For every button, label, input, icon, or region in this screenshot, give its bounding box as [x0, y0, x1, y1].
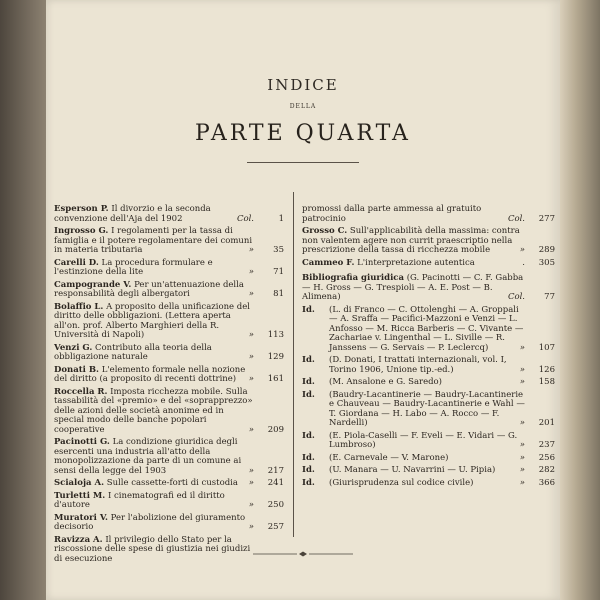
entry-author: Grosso C.: [302, 226, 348, 236]
bibliography-label: Bibliografia giuridica: [302, 273, 404, 283]
page-edge: [560, 0, 600, 600]
entry-page: 209: [267, 424, 284, 435]
entry-page: 71: [273, 267, 284, 277]
entry-marker: »: [519, 377, 525, 387]
left-column: [54, 205, 284, 567]
index-entry: [302, 205, 555, 224]
entry-body: [54, 536, 284, 565]
index-entry: [54, 205, 284, 224]
entry-body: [302, 306, 555, 354]
entry-author: Muratori V.: [54, 512, 108, 523]
entry-page: 282: [538, 465, 555, 475]
bibliography-text: (D. Donati, I trattati internazionali, vol. I, Torino 1906, Unione tip.-ed.): [329, 355, 507, 375]
bibliography-entry: [302, 274, 555, 303]
index-entry: [54, 366, 284, 385]
entry-title: I regolamenti per la tassa di famiglia e il potere regolamentare dei comuni in materia tributaria: [54, 226, 253, 255]
entry-page: 217: [267, 465, 284, 476]
book-spine-shadow: [0, 0, 46, 600]
bibliography-label: Id.: [302, 430, 315, 441]
entry-marker: »: [248, 267, 254, 277]
bibliography-label: Id.: [302, 355, 315, 365]
index-entry: [54, 281, 284, 300]
entry-title: L'elemento formale nella nozione del diritto (a proposito di recenti dottrine): [54, 364, 246, 384]
entry-marker: »: [248, 500, 254, 510]
entry-author: Esperson P.: [54, 204, 109, 214]
entry-marker: »: [519, 452, 525, 463]
entry-body: [302, 479, 555, 489]
entry-author: Roccella R.: [54, 386, 108, 397]
entry-title: La procedura formulare e l'estinzione della lite: [54, 257, 213, 277]
entry-marker: Col.: [236, 213, 254, 224]
entry-title: Per un'attenuazione della responsabilità degli albergatori: [54, 279, 244, 299]
entry-title: I cinematografi ed il diritto d'autore: [54, 490, 225, 510]
entry-marker: »: [248, 245, 254, 255]
bibliography-entry: [302, 378, 555, 388]
entry-page: 1: [278, 213, 284, 224]
entry-page: 81: [273, 289, 284, 299]
bibliography-label: Id.: [302, 452, 315, 463]
bibliography-text: (U. Manara — U. Navarrini — U. Pipia): [329, 465, 496, 475]
bibliography-label: Id.: [302, 477, 315, 488]
entry-page: 77: [544, 292, 555, 302]
entry-page: 257: [267, 522, 284, 532]
column-divider: [293, 192, 294, 537]
entry-marker: .: [522, 257, 525, 268]
index-entry: [54, 227, 284, 256]
entry-marker: »: [248, 465, 254, 476]
entry-title: Il divorzio e la seconda convenzione dell'Aja del 1902: [54, 204, 211, 224]
entry-title: L'interpretazione autentica: [357, 257, 475, 268]
entry-title: A proposito della unificazione del diritto delle obbligazioni. (Lettera aperta all'on. prof. Alberto Marghieri della R. Università di Napoli): [54, 301, 250, 340]
book-page: [46, 0, 560, 600]
entry-author: Carelli D.: [54, 257, 99, 268]
index-entry: [54, 388, 284, 436]
bibliography-label: Id.: [302, 304, 315, 315]
index-entry: [54, 479, 284, 489]
entry-page: 289: [538, 245, 555, 255]
entry-title: Sull'applicabilità della massima: contra non valentem agere non currit praescriptio nella prescrizione della tassa di ricchezza mobile: [302, 226, 520, 255]
entry-title: Sulle cassette-forti di custodia: [106, 478, 238, 488]
entry-page: 256: [538, 452, 555, 463]
bibliography-entry: [302, 306, 555, 354]
entry-page: 277: [538, 213, 555, 224]
entry-author: Ravizza A.: [54, 534, 103, 545]
title-rule: [247, 162, 359, 163]
entry-author: Turletti M.: [54, 490, 106, 501]
entry-author: Cammeo F.: [302, 257, 355, 268]
index-entry: [54, 536, 284, 565]
index-entry: [54, 438, 284, 476]
bibliography-label: Id.: [302, 465, 315, 475]
entry-author: Donati B.: [54, 364, 99, 375]
entry-page: 107: [538, 342, 555, 353]
index-entry: [54, 303, 284, 341]
bibliography-entry: [302, 479, 555, 489]
bibliography-entry: [302, 391, 555, 429]
entry-marker: »: [519, 440, 525, 450]
index-title: INDICE: [267, 76, 339, 94]
entry-title: La condizione giuridica degli esercenti una industria all'atto della monopolizzazione da parte di un comune ai sensi della legge del 1903: [54, 437, 242, 476]
entry-body: [302, 227, 555, 256]
ornament-rule: [253, 551, 353, 557]
entry-body: [302, 356, 555, 375]
entry-title: Imposta ricchezza mobile. Sulla tassabilità del «premio» e del «soprapprezzo» delle azioni delle società anonime ed in special modo delle banche popolari cooperative: [54, 386, 253, 435]
entry-page: 241: [267, 478, 284, 488]
entry-page: 237: [538, 440, 555, 450]
entry-marker: »: [248, 522, 254, 532]
entry-title: Contributo alla teoria della obbligazione naturale: [54, 342, 212, 362]
bibliography-label: Id.: [302, 389, 315, 400]
bibliography-text: (G. Pacinotti — C. F. Gabba — H. Gross — G. Trespioli — A. E. Post — B. Alimena): [302, 273, 524, 302]
entry-author: Bolaffio L.: [54, 301, 104, 312]
entry-page: 129: [267, 352, 284, 362]
entry-page: 366: [538, 477, 555, 488]
entry-page: 35: [273, 245, 284, 255]
entry-marker: »: [248, 424, 254, 435]
entry-marker: »: [519, 465, 525, 475]
bibliography-text: (Baudry-Lacantinerie — Baudry-Lacantinerie e Chauveau — Baudry-Lacantinerie e Wahl — T. Giordana — H. Labo — A. Rocco — F. Nardelli): [329, 389, 525, 428]
bibliography-entry: [302, 356, 555, 375]
entry-body: [302, 391, 555, 429]
entry-marker: Col.: [507, 292, 525, 302]
bibliography-entry: [302, 466, 555, 476]
entry-marker: »: [519, 364, 525, 375]
entry-body: [302, 466, 555, 476]
entry-title: Il privilegio dello Stato per la riscossione delle spese di giustizia nei giudizi di esecuzione: [54, 534, 251, 564]
entry-body: [302, 378, 555, 388]
bibliography-entry: [302, 432, 555, 451]
entry-author: Ingrosso G.: [54, 226, 109, 236]
entry-author: Venzi G.: [54, 342, 93, 353]
bibliography-text: (Giurisprudenza sul codice civile): [329, 477, 474, 488]
index-subtitle: DELLA: [289, 103, 317, 110]
entry-marker: »: [248, 374, 254, 384]
entry-page: 126: [538, 364, 555, 375]
entry-marker: »: [248, 330, 254, 340]
entry-marker: »: [519, 477, 525, 488]
entry-body: [302, 454, 555, 464]
index-entry: [302, 259, 555, 269]
entry-page: 113: [267, 330, 284, 340]
entry-marker: »: [248, 289, 254, 299]
bibliography-text: (L. di Franco — C. Ottolenghi — A. Groppali — A. Sraffa — Pacifici-Mazzoni e Venzi — L. Anfosso — M. Ricca Barberis — C. Vivante — Zachariae v. Lingenthal — L. Siville — R. Janssens — G. Servais — P. Leclercq): [329, 304, 524, 353]
entry-author: Pacinotti G.: [54, 437, 110, 447]
entry-page: 250: [267, 500, 284, 510]
index-entry: [302, 227, 555, 256]
entry-page: 201: [538, 418, 555, 428]
entry-title: Per l'abolizione del giuramento decisorio: [54, 512, 246, 532]
entry-title: promossi dalla parte ammessa al gratuito patrocinio: [302, 204, 482, 224]
entry-body: [302, 259, 555, 269]
index-entry: [54, 492, 284, 511]
index-entry: [54, 514, 284, 533]
entry-page: 305: [538, 257, 555, 268]
entry-body: [302, 432, 555, 451]
bibliography-label: Id.: [302, 377, 315, 387]
entry-marker: »: [519, 245, 525, 255]
entry-page: 161: [267, 374, 284, 384]
part-title: PARTE QUARTA: [195, 121, 411, 146]
entry-marker: »: [519, 418, 525, 428]
entry-marker: »: [248, 478, 254, 488]
index-entry: [54, 344, 284, 363]
entry-author: Scialoja A.: [54, 478, 105, 488]
index-entry: [54, 259, 284, 278]
right-column: [302, 205, 555, 491]
bibliography-text: (E. Carnevale — V. Marone): [329, 452, 449, 463]
bibliography-text: (E. Piola-Caselli — F. Eveli — E. Vidari — G. Lumbroso): [329, 430, 518, 450]
entry-author: Campogrande V.: [54, 279, 132, 290]
bibliography-text: (M. Ansalone e G. Saredo): [329, 377, 442, 387]
entry-marker: Col.: [507, 213, 525, 224]
entry-marker: »: [519, 342, 525, 353]
entry-page: 158: [538, 377, 555, 387]
entry-marker: »: [248, 352, 254, 362]
bibliography-entry: [302, 454, 555, 464]
